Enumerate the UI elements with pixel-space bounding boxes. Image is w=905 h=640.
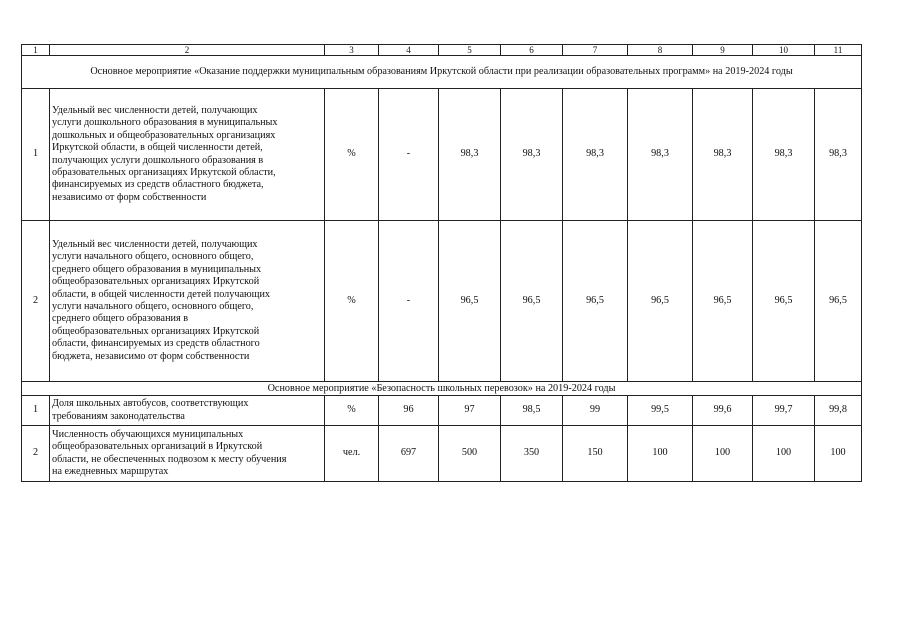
indicator-text-line: независимо от форм собственности: [52, 191, 207, 203]
column-number: 11: [815, 45, 862, 56]
unit-cell: чел.: [325, 426, 379, 482]
table-row: [22, 89, 862, 221]
value-cell: 99,6: [693, 396, 753, 426]
indicator-text-line: образовательных организациях Иркутской области,: [52, 166, 276, 178]
indicator-text-line: среднего общего образования в муниципальных: [52, 263, 262, 275]
indicators-table: [21, 44, 862, 482]
indicator-text-line: Иркутской области, в общей численности детей,: [52, 142, 263, 154]
indicator-text-line: услуги начального общего, основного общего,: [52, 251, 254, 263]
value-cell: 100: [693, 426, 753, 482]
indicator-text-line: услуги дошкольного образования в муниципальных: [52, 117, 278, 129]
value-cell: 99,7: [753, 396, 815, 426]
unit-cell: %: [325, 89, 379, 221]
section-header-row: [22, 382, 862, 396]
indicator-text-line: на ежедневных маршрутах: [52, 465, 169, 477]
indicator-name: [50, 396, 325, 426]
value-cell: 350: [501, 426, 563, 482]
indicator-text-line: области, не обеспеченных подвозом к месту обучения: [52, 453, 287, 465]
value-cell: 150: [563, 426, 628, 482]
value-cell: 98,5: [501, 396, 563, 426]
row-number: 2: [22, 221, 50, 382]
indicator-text-line: требованиям законодательства: [52, 410, 185, 422]
column-number: 7: [563, 45, 628, 56]
indicator-text-line: общеобразовательных организациях Иркутской: [52, 276, 260, 288]
table-row: [22, 221, 862, 382]
value-cell: 99: [563, 396, 628, 426]
value-cell: 99,5: [628, 396, 693, 426]
indicator-name: [50, 89, 325, 221]
indicator-text-line: бюджета, независимо от форм собственности: [52, 350, 250, 362]
value-cell: 96,5: [693, 221, 753, 382]
indicator-text-line: получающих услуги дошкольного образования в: [52, 154, 264, 166]
value-cell: -: [379, 221, 439, 382]
value-cell: 98,3: [815, 89, 862, 221]
value-cell: 98,3: [563, 89, 628, 221]
indicator-text-line: общеобразовательных организациях Иркутской: [52, 325, 260, 337]
column-number: 3: [325, 45, 379, 56]
row-number: 1: [22, 396, 50, 426]
unit-cell: %: [325, 396, 379, 426]
table-row: [22, 426, 862, 482]
value-cell: 96,5: [815, 221, 862, 382]
value-cell: 100: [815, 426, 862, 482]
indicator-name: [50, 221, 325, 382]
column-number: 9: [693, 45, 753, 56]
indicator-text-line: услуги начального общего, основного общего,: [52, 301, 254, 312]
value-cell: 98,3: [501, 89, 563, 221]
value-cell: -: [379, 89, 439, 221]
unit-cell: %: [325, 221, 379, 382]
column-number: 2: [50, 45, 325, 56]
value-cell: 97: [439, 396, 501, 426]
value-cell: 100: [628, 426, 693, 482]
section-title: Основное мероприятие «Оказание поддержки муниципальным образованиям Иркутской области при реализации образовательных программ» на 2019-2024 годы: [22, 56, 862, 89]
column-number-row: [22, 45, 862, 56]
value-cell: 96,5: [753, 221, 815, 382]
indicator-text-line: области, в общей численности детей получающих: [52, 288, 270, 300]
value-cell: 98,3: [753, 89, 815, 221]
column-number: 6: [501, 45, 563, 56]
indicator-text-line: дошкольных и общеобразовательных организациях: [52, 129, 276, 141]
row-number: 2: [22, 426, 50, 482]
value-cell: 99,8: [815, 396, 862, 426]
value-cell: 96,5: [501, 221, 563, 382]
column-number: 8: [628, 45, 693, 56]
indicator-text-line: финансируемых из средств областного бюджета,: [52, 179, 264, 191]
column-number: 5: [439, 45, 501, 56]
value-cell: 96,5: [439, 221, 501, 382]
section-title: Основное мероприятие «Безопасность школьных перевозок» на 2019-2024 годы: [22, 382, 862, 396]
indicator-name: [50, 426, 325, 482]
value-cell: 100: [753, 426, 815, 482]
indicator-text-line: Удельный вес численности детей, получающих: [52, 104, 258, 116]
indicator-text-line: области, финансируемых из средств областного: [52, 338, 260, 350]
indicator-text-line: общеобразовательных организаций в Иркутской: [52, 441, 263, 453]
indicator-text-line: Удельный вес численности детей, получающих: [52, 238, 258, 250]
value-cell: 96,5: [628, 221, 693, 382]
column-number: 1: [22, 45, 50, 56]
column-number: 4: [379, 45, 439, 56]
table-row: [22, 396, 862, 426]
column-number: 10: [753, 45, 815, 56]
indicator-text-line: Доля школьных автобусов, соответствующих: [52, 398, 249, 410]
value-cell: 96: [379, 396, 439, 426]
value-cell: 98,3: [439, 89, 501, 221]
value-cell: 697: [379, 426, 439, 482]
value-cell: 98,3: [628, 89, 693, 221]
row-number: 1: [22, 89, 50, 221]
indicator-text-line: среднего общего образования в: [52, 313, 189, 325]
value-cell: 96,5: [563, 221, 628, 382]
section-header-row: [22, 56, 862, 89]
value-cell: 500: [439, 426, 501, 482]
indicator-text-line: Численность обучающихся муниципальных: [52, 428, 244, 440]
value-cell: 98,3: [693, 89, 753, 221]
